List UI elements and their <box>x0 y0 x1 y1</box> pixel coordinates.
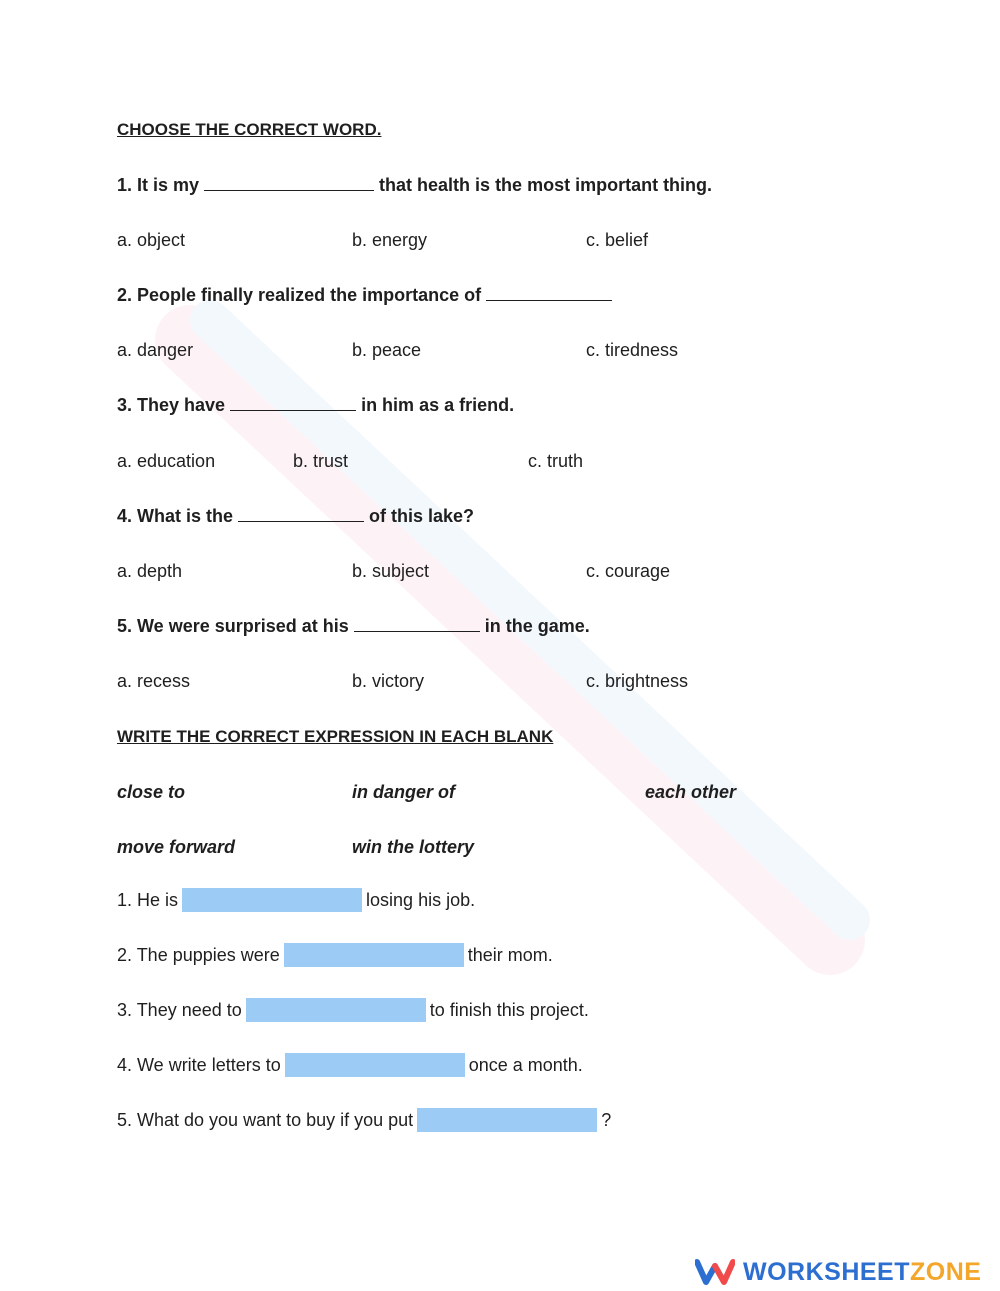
option-3b[interactable]: b. trust <box>293 451 349 471</box>
fill-sentence-2 <box>117 943 553 967</box>
fill-sentence-3-post: to finish this project. <box>429 1000 589 1020</box>
fill-sentence-5-post: ? <box>601 1110 612 1130</box>
question-1 <box>117 176 712 194</box>
fill-sentence-2-post: their mom. <box>467 945 553 965</box>
option-1c[interactable]: c. belief <box>586 230 649 250</box>
fill-sentence-1-pre: 1. He is <box>117 890 179 910</box>
option-3c[interactable]: c. truth <box>528 451 584 471</box>
question-4-pre: 4. What is the <box>117 506 239 526</box>
option-2b[interactable]: b. peace <box>352 340 422 360</box>
fill-sentence-1 <box>117 888 475 912</box>
option-5c[interactable]: c. brightness <box>586 671 689 691</box>
question-4 <box>117 507 474 525</box>
fill-sentence-3-pre: 3. They need to <box>117 1000 242 1020</box>
fill-sentence-1-post: losing his job. <box>366 890 476 910</box>
fill-blank-input-1[interactable] <box>182 888 362 912</box>
question-1-post: that health is the most important thing. <box>374 175 713 195</box>
question-4-post: of this lake? <box>364 506 475 526</box>
logo-text-worksheet: WORKSHEET <box>743 1257 910 1286</box>
fill-sentence-4-pre: 4. We write letters to <box>117 1055 281 1075</box>
answer-blank-4[interactable] <box>238 507 364 522</box>
question-3-pre: 3. They have <box>117 395 231 415</box>
option-1b[interactable]: b. energy <box>352 230 428 250</box>
question-1-pre: 1. It is my <box>117 175 205 195</box>
fill-blank-input-3[interactable] <box>246 998 426 1022</box>
fill-sentence-3 <box>117 998 589 1022</box>
option-5b[interactable]: b. victory <box>352 671 425 691</box>
option-2c[interactable]: c. tiredness <box>586 340 679 360</box>
option-4a[interactable]: a. depth <box>117 561 183 581</box>
question-5-post: in the game. <box>479 616 590 636</box>
option-4c[interactable]: c. courage <box>586 561 671 581</box>
fill-sentence-4 <box>117 1053 583 1077</box>
option-3a[interactable]: a. education <box>117 451 216 471</box>
fill-sentence-4-post: once a month. <box>468 1055 583 1075</box>
option-5a[interactable]: a. recess <box>117 671 191 691</box>
expression-win-the-lottery: win the lottery <box>352 837 475 857</box>
worksheetzone-logo[interactable] <box>695 1256 981 1288</box>
question-2 <box>117 286 612 304</box>
expression-in-danger-of: in danger of <box>352 782 455 802</box>
option-4b[interactable]: b. subject <box>352 561 430 581</box>
answer-blank-2[interactable] <box>486 286 612 301</box>
expression-each-other: each other <box>645 782 737 802</box>
fill-blank-input-4[interactable] <box>285 1053 465 1077</box>
section-heading-choose: CHOOSE THE CORRECT WORD. <box>117 120 382 139</box>
expression-move-forward: move forward <box>117 837 236 857</box>
question-3-post: in him as a friend. <box>356 395 515 415</box>
question-5-pre: 5. We were surprised at his <box>117 616 354 636</box>
expression-close-to: close to <box>117 782 186 802</box>
answer-blank-1[interactable] <box>204 176 374 191</box>
option-1a[interactable]: a. object <box>117 230 186 250</box>
logo-text-zone: ZONE <box>910 1257 982 1286</box>
question-5 <box>117 617 590 635</box>
option-2a[interactable]: a. danger <box>117 340 194 360</box>
logo-wordmark <box>743 1258 981 1287</box>
section-heading-write: WRITE THE CORRECT EXPRESSION IN EACH BLANK <box>117 727 554 746</box>
fill-sentence-2-pre: 2. The puppies were <box>117 945 280 965</box>
w-logo-icon <box>695 1258 735 1286</box>
question-3 <box>117 396 514 414</box>
fill-sentence-5 <box>117 1108 611 1132</box>
answer-blank-5[interactable] <box>354 617 480 632</box>
fill-blank-input-5[interactable] <box>417 1108 597 1132</box>
fill-sentence-5-pre: 5. What do you want to buy if you put <box>117 1110 414 1130</box>
question-2-pre: 2. People finally realized the importance of <box>117 285 487 305</box>
answer-blank-3[interactable] <box>230 396 356 411</box>
fill-blank-input-2[interactable] <box>284 943 464 967</box>
